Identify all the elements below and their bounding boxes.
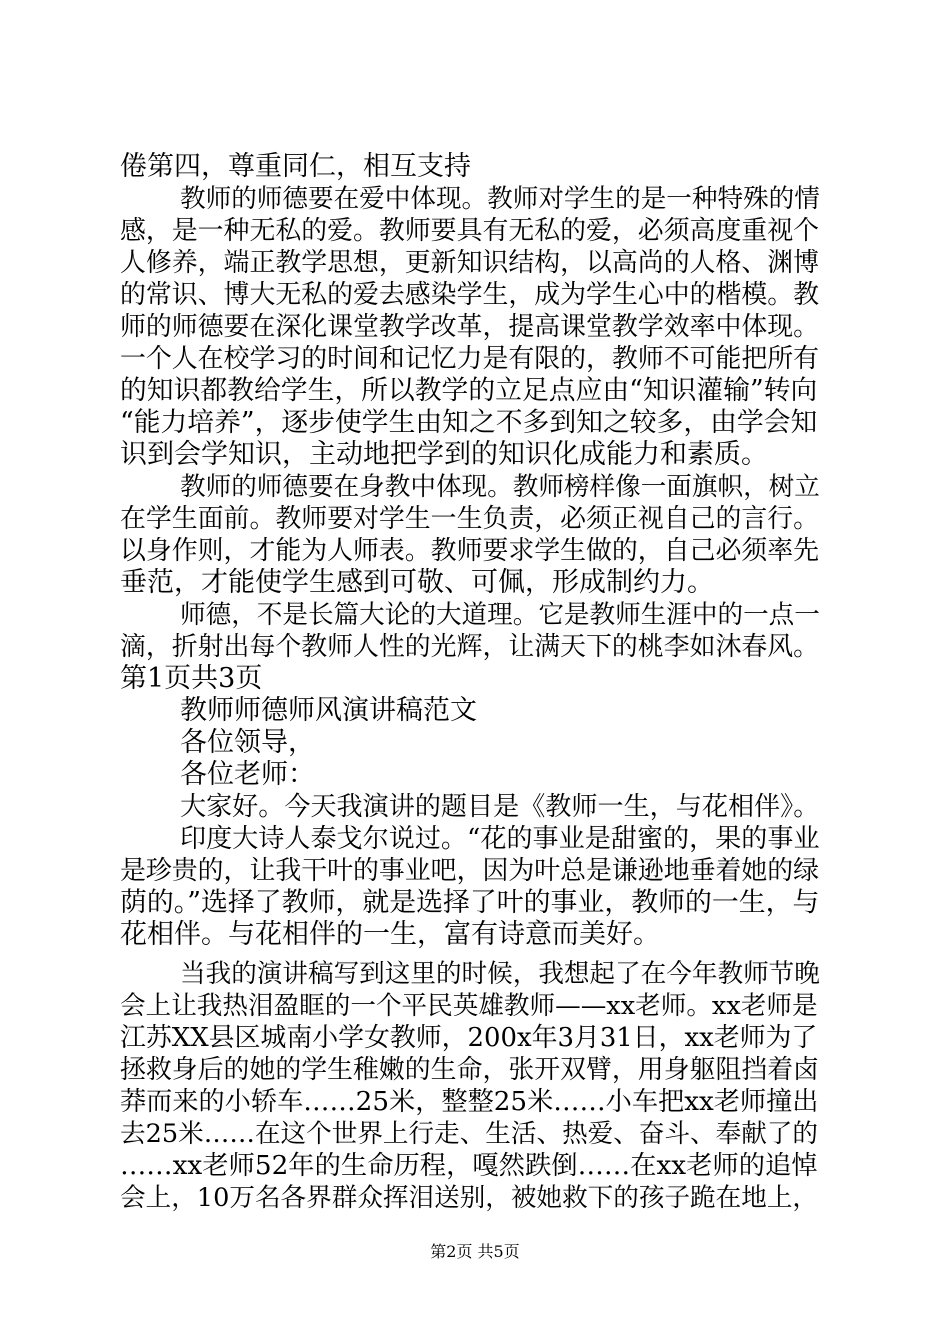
text-line: 当我的演讲稿写到这里的时候，我想起了在今年教师节晚 — [180, 959, 820, 989]
text-line: 教师师德师风演讲稿范文 — [180, 695, 477, 726]
text-line: 会上，10万名各界群众挥泪送别，被她救下的孩子跪在地上， — [120, 1183, 819, 1213]
text-line: 以身作则，才能为人师表。教师要求学生做的，自己必须率先 — [120, 536, 820, 566]
page-footer: 第2页 共5页 — [430, 1242, 520, 1261]
text-line: 大家好。今天我演讲的题目是《教师一生，与花相伴》。 — [180, 792, 820, 822]
text-line: 师的师德要在深化课堂教学改革，提高课堂教学效率中体现。 — [120, 312, 820, 342]
text-line: 一个人在校学习的时间和记忆力是有限的，教师不可能把所有 — [120, 344, 820, 374]
text-line: 印度大诗人泰戈尔说过。“花的事业是甜蜜的，果的事业 — [180, 824, 820, 854]
text-line: 会上让我热泪盈眶的一个平民英雄教师——xx老师。xx老师是 — [120, 991, 818, 1021]
text-line: 各位领导， — [180, 727, 315, 758]
text-line: 教师的师德要在爱中体现。教师对学生的是一种特殊的情 — [180, 184, 820, 214]
text-line: 感，是一种无私的爱。教师要具有无私的爱，必须高度重视个 — [120, 216, 820, 246]
text-line: 是珍贵的，让我干叶的事业吧，因为叶总是谦逊地垂着她的绿 — [120, 856, 820, 886]
text-line: 人修养，端正教学思想，更新知识结构，以高尚的人格、渊博 — [120, 248, 820, 278]
text-line: 师德，不是长篇大论的大道理。它是教师生涯中的一点一 — [180, 600, 820, 630]
text-line: 第1页共3页 — [120, 663, 263, 694]
text-line: 莽而来的小轿车……25米，整整25米……小车把xx老师撞出 — [120, 1087, 819, 1117]
text-line: 荫的。”选择了教师，就是选择了叶的事业，教师的一生，与 — [120, 887, 820, 918]
text-line: 的常识、博大无私的爱去感染学生，成为学生心中的楷模。教 — [120, 280, 820, 310]
text-line: 去25米……在这个世界上行走、生活、热爱、奋斗、奉献了的 — [120, 1119, 819, 1149]
text-line: 滴，折射出每个教师人性的光辉，让满天下的桃李如沐春风。 — [120, 632, 820, 662]
text-line: 倦第四，尊重同仁，相互支持 — [120, 151, 471, 182]
text-line: 拯救身后的她的学生稚嫩的生命，张开双臂，用身躯阻挡着卤 — [120, 1055, 820, 1085]
text-line: 的知识都教给学生，所以教学的立足点应由“知识灌输”转向 — [120, 375, 818, 406]
document-body — [120, 151, 820, 1214]
text-line: ……xx老师52年的生命历程，嘎然跌倒……在xx老师的追悼 — [120, 1151, 818, 1181]
text-line: 在学生面前。教师要对学生一生负责，必须正视自己的言行。 — [120, 504, 820, 534]
text-line: 花相伴。与花相伴的一生，富有诗意而美好。 — [120, 919, 660, 950]
text-line: 各位老师： — [180, 759, 315, 790]
text-line: “能力培养”，逐步使学生由知之不多到知之较多，由学会知 — [120, 407, 818, 438]
text-line: 教师的师德要在身教中体现。教师榜样像一面旗帜，树立 — [180, 472, 820, 502]
text-line: 识到会学知识，主动地把学到的知识化成能力和素质。 — [120, 439, 768, 470]
text-line: 垂范，才能使学生感到可敬、可佩，形成制约力。 — [120, 567, 714, 598]
text-line: 江苏XX县区城南小学女教师，200x年3月31日，xx老师为了 — [120, 1023, 818, 1053]
